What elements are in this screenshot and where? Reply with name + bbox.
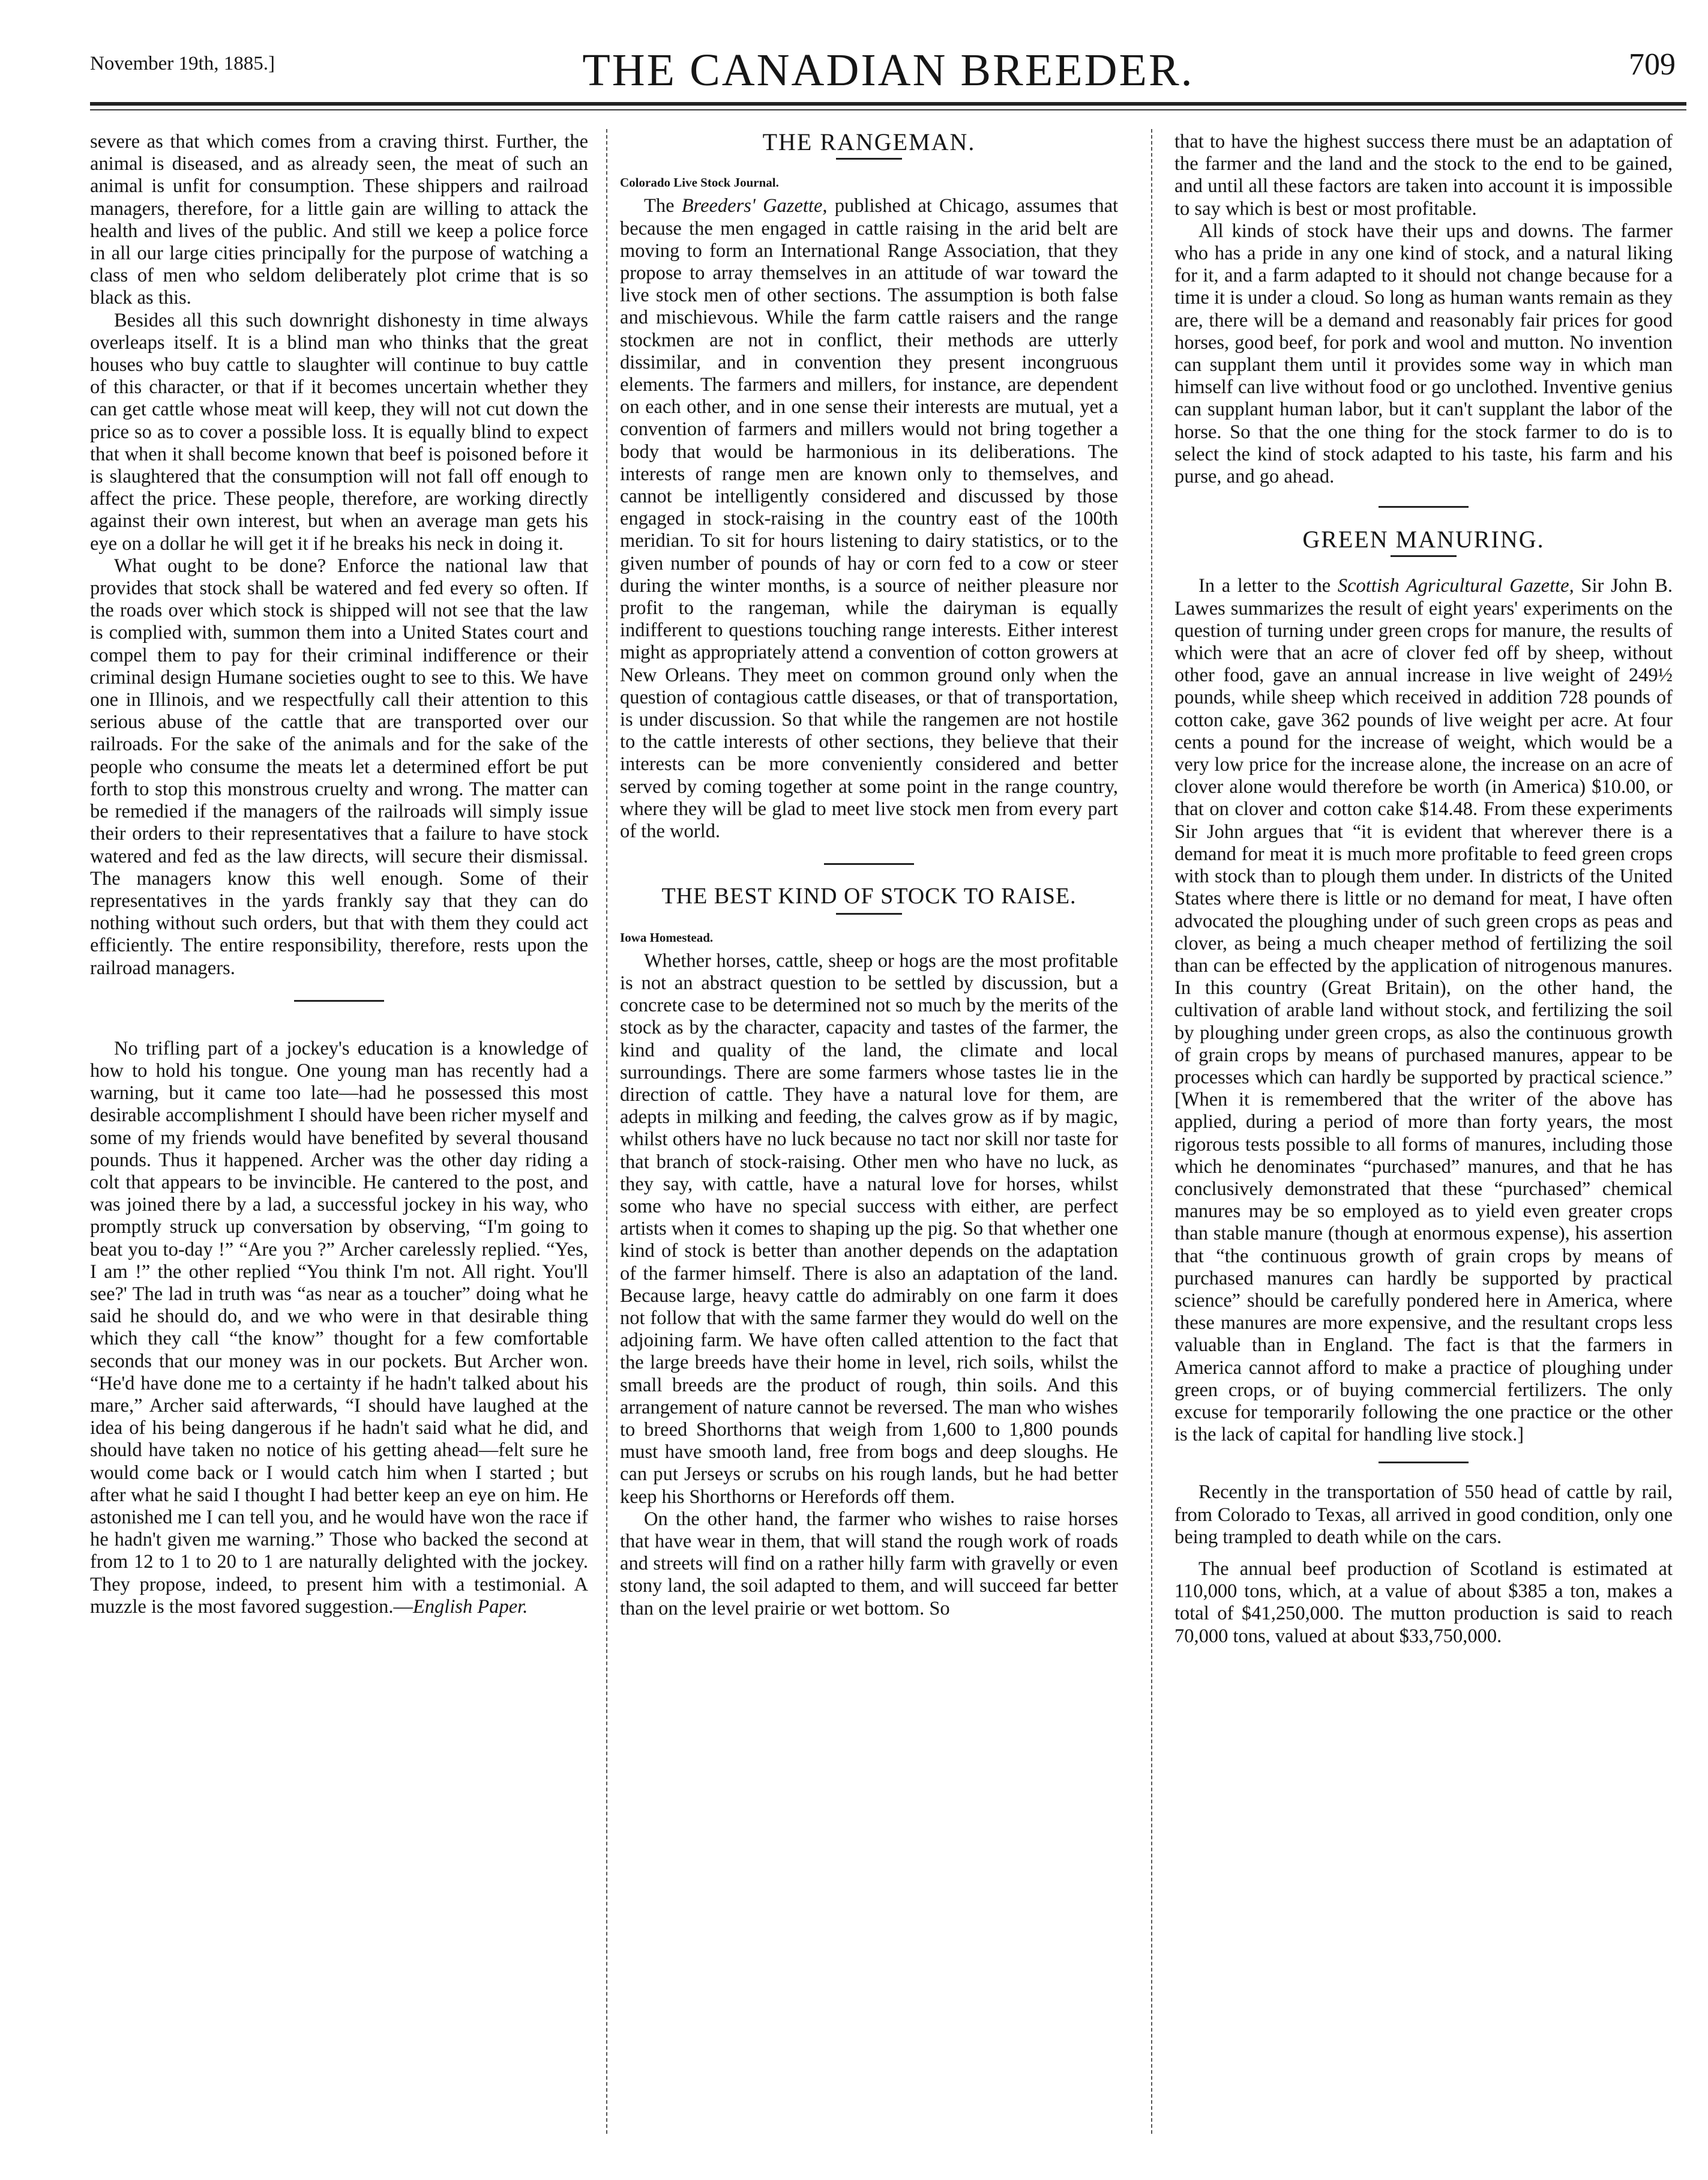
masthead-title: THE CANADIAN BREEDER. xyxy=(582,45,1194,95)
paragraph xyxy=(1174,575,1673,1446)
article-heading: THE BEST KIND OF STOCK TO RAISE. xyxy=(661,884,1077,909)
header-rule-thin xyxy=(90,109,1686,110)
text-run: Sir John B. Lawes summarizes the result of eight years' experiments on the question of turning under green crops for manure, the results of which were that an acre of clover fed off by sheep, without other food, gave an annual increase in live weight of 249½ pounds, while sheep which received in addition 728 pounds of cotton cake, gave 362 pounds of live weight per acre. At four cents a pound for the increase of weight, which would be a very low price for the increase alone, the increase on an acre of clover alone would therefore be worth (in America) $10.00, or that on clover and cotton cake $14.48. From these experiments Sir John argues that “it is evident that wherever there is a demand for meat it is much more profitable to feed green crops with stock than to plough them under. In districts of the United States where there is little or no demand for meat, I have often advocated the ploughing under of such green crops as peas and clover, as being a much cheaper method of fertilizing the soil than can be effected by the application of nitrogenous manures. In this country (Great Britain), on the other hand, the cultivation of arable land without stock, and fertilizing the soil by ploughing under green crops, as also the continuous growth of grain crops by means of purchased manures, appear to be processes which can hardly be supported by practical science.” [When it is remembered that the writer of the above has applied, during a period of more than forty years, the most rigorous tests possible to all forms of manures, including those which he denominates “purchased” manures, and that he has conclusively demonstrated that these “purchased” chemical manures may be so employed as to yield even greater crops than stable manure (though at enormous expense), his assertion that “the continuous growth of grain crops by means of purchased manures can hardly be supported by practical science” should be carefully pondered here in America, where these manures are more expensive, and the resultant crops less valuable than in England. The fact is that the farmers in America cannot afford to make a practice of ploughing under green crops, or of buying commercial fertilizers. The only excuse for temporarily following the one practice or the other is the lack of capital for handling live stock.] xyxy=(1174,575,1673,1446)
section-divider xyxy=(294,1000,384,1002)
column-1 xyxy=(90,131,588,1618)
text-run: In a letter to the xyxy=(1198,575,1338,597)
paragraph: Recently in the transportation of 550 head of cattle by rail, from Colorado to Texas, all arrived in good condition, only one being trampled to death while on the cars. xyxy=(1174,1481,1673,1548)
column-divider xyxy=(1151,129,1152,2134)
header-rule-thick xyxy=(90,102,1686,106)
paragraph: On the other hand, the farmer who wishes to raise horses that have wear in them, that will stand the rough work of roads and streets will find on a rather hilly farm with gravelly or even stony land, the soil adapted to them, and will succeed far better than on the level prairie or wet bottom. So xyxy=(620,1508,1118,1619)
paragraph: What ought to be done? Enforce the national law that provides that stock shall be watered and fed every so often. If the roads over which stock is shipped will not see that the law is complied with, summon them into a United States court and compel them to pay for their criminal indifference or their criminal design Humane societies ought to see to this. We have one in Illinois, and we respectfully call their attention to this serious abuse of the cattle that are transported over our railroads. For the sake of the animals and for the sake of the people who consume the meats let a determined effort be put forth to stop this monstrous cruelty and wrong. The matter can be remedied if the managers of the railroads will simply issue their orders to their representatives that a failure to have stock watered and fed as the law directs, will secure their dismissal. The managers know this well enough. Some of their representatives in the yards frankly say that they can do nothing without such orders, but that with them they could act efficiently. The entire responsibility, therefore, rests upon the railroad managers. xyxy=(90,555,588,979)
heading-rule xyxy=(1391,555,1457,557)
text-run: The xyxy=(644,195,682,217)
page-number: 709 xyxy=(1629,47,1676,82)
section-divider xyxy=(824,863,914,865)
text-run: published at Chicago, assumes that because the men engaged in cattle raising in the arid belt are moving to form an International Range Association, that they propose to array themselves in an attitude of war toward the live stock men of other sections. The assumption is both false and mischievous. While the farm cattle raisers and the range stockmen are not in conflict, their methods are utterly dissimilar, and in convention they present incongruous elements. The farmers and millers, for instance, are dependent on each other, and in one sense their interests are mutual, yet a convention of farmers and millers would not bring together a body that would be harmonious in its deliberations. The interests of range men are known only to themselves, and cannot be intelligently considered and discussed by those engaged in stock-raising in the country east of the 100th meridian. To sit for hours listening to dairy statistics, or to the given number of pounds of hay or corn fed to a cow or steer during the winter months, is a source of neither pleasure nor profit to the rangeman, while the dairyman is equally indifferent to questions touching range interests. Either interest might as appropriately attend a convention of cotton growers at New Orleans. They meet on common ground only when the question of contagious cattle diseases, or that of transportation, is under discussion. So that while the rangemen are not hostile to the cattle interests of other sections, they believe that their interests can be more conveniently considered and better served by coming together at some point in the range country, where they will be glad to meet live stock men from every part of the world. xyxy=(620,195,1119,843)
publication-name: Breeders' Gazette, xyxy=(681,195,828,217)
paragraph xyxy=(620,195,1118,843)
column-2 xyxy=(620,128,1119,1620)
issue-date: November 19th, 1885.] xyxy=(90,53,275,74)
paragraph: The annual beef production of Scotland is estimated at 110,000 tons, which, at a value of about $385 a ton, makes a total of $41,250,000. The mutton production is said to reach 70,000 tons, valued at about $33,750,000. xyxy=(1174,1558,1673,1647)
paragraph xyxy=(90,1038,588,1618)
paragraph: that to have the highest success there must be an adaptation of the farmer and the land and the stock to the end to be gained, and until all these factors are taken into account it is impossible to say which is best or most profitable. xyxy=(1174,131,1673,220)
heading-rule xyxy=(836,158,902,160)
publication-name: Scottish Agricultural Gazette, xyxy=(1337,575,1574,597)
section-divider xyxy=(1379,506,1469,508)
article-source: Colorado Live Stock Journal. xyxy=(620,175,779,190)
page-header xyxy=(90,45,1686,103)
source-credit: English Paper. xyxy=(412,1595,528,1618)
paragraph: severe as that which comes from a craving thirst. Further, the animal is diseased, and as already seen, the meat of such an animal is unfit for consumption. These shippers and railroad managers, therefore, for a little gain are willing to attack the health and lives of the public. And still we keep a police force in all our large cities principally for the purpose of watching a class of men who seldom deliberately plot crime that is so black as this. xyxy=(90,131,588,309)
paragraph: Besides all this such downright dishonesty in time always overleaps itself. It is a blind man who thinks that the great houses who buy cattle to slaughter will continue to buy cattle of this character, or that if it becomes uncertain whether they can get cattle whose meat will keep, they will not cut down the price so as to cover a possible loss. It is equally blind to expect that when it shall become known that beef is poisoned before it is slaughtered that the consumption will not fall off enough to affect the price. These people, therefore, are working directly against their own interest, but when an average man gets his eye on a dollar he will get it if he breaks his neck in doing it. xyxy=(90,309,588,555)
heading-rule xyxy=(836,913,902,915)
paragraph: All kinds of stock have their ups and downs. The farmer who has a pride in any one kind of stock, and a natural liking for it, and a farm adapted to it should not change because for a time it is under a cloud. So long as human wants remain as they are, there will be a demand and reasonably fair prices for good horses, good beef, for pork and wool and mutton. No invention can supplant them until it provides some way in which man himself can live without food or go unclothed. Inventive genius can supplant human labor, but it can't supplant the labor of the horse. So that the one thing for the stock farmer to do is to select the kind of stock adapted to his taste, his farm and his purse, and go ahead. xyxy=(1174,220,1673,488)
jockey-story-text: No trifling part of a jockey's education is a knowledge of how to hold his tongue. One young man has recently had a warning, but it came too late—had he possessed this most desirable accomplishment I should have been richer myself and some of my friends would have benefited by several thousand pounds. Thus it happened. Archer was the other day riding a colt that appears to be invincible. He cantered to the post, and was joined there by a lad, a successful jockey in his way, who promptly struck up conversation by observing, “I'm going to beat you to-day !” “Are you ?” Archer carelessly replied. “Yes, I am !” the other replied “You think I'm not. All right. You'll see?' The lad in truth was “as near as a toucher” doing what he said he should do, and we who were in that desirable thing which they call “the know” thought for a few comfortable seconds that our money was in our pockets. But Archer won. “He'd have done me to a certainty if he hadn't talked about his mare,” Archer said afterwards, “I should have laughed at the idea of his being dangerous if he hadn't said what he did, and should have taken no notice of his getting ahead—felt sure he would come back or I would catch him when I started ; but after what he said I thought I had better keep an eye on him. He astonished me I can tell you, and he would have won the race if he hadn't given me warning.” Those who backed the second at from 12 to 1 to 20 to 1 are naturally delighted with the jockey. They propose, indeed, to present him with a testimonial. A muzzle is the most favored suggestion.— xyxy=(90,1037,588,1618)
article-heading: GREEN MANURING. xyxy=(1302,526,1545,553)
paragraph: Whether horses, cattle, sheep or hogs are the most profitable is not an abstract question to be settled by discussion, but a concrete case to be determined not so much by the merits of the stock as by the character, capacity and tastes of the farmer, the kind and quality of the land, the climate and local surroundings. There are some farmers whose tastes lie in the direction of cattle. They have a natural love for them, are adepts in milking and feeding, the calves grow as if by magic, whilst others have no luck because no tact nor skill nor taste for that branch of stock-raising. Other men who have no luck, as they say, with cattle, have a natural love for horses, whilst some who have no special success with either, are perfect artists when it comes to shaping up the pig. So that whether one kind of stock is better than another depends on the adaptation of the farmer himself. There is also an adaptation of the land. Because large, heavy cattle do admirably on one farm it does not follow that with the same farmer they would do well on the adjoining farm. We have often called attention to the fact that the large breeds have their home in level, rich soils, whilst the small breeds are the product of rough, thin soils. And this arrangement of nature cannot be reversed. The man who wishes to breed Shorthorns that weigh from 1,600 to 1,800 pounds must have smooth land, free from bogs and deep sloughs. He can put Jerseys or scrubs on his rough lands, but he had better keep his Shorthorns or Herefords off them. xyxy=(620,950,1118,1508)
section-divider xyxy=(1379,1462,1469,1463)
article-source: Iowa Homestead. xyxy=(620,930,714,945)
column-divider xyxy=(606,129,607,2134)
article-heading: THE RANGEMAN. xyxy=(762,128,976,155)
column-3 xyxy=(1174,131,1673,1648)
